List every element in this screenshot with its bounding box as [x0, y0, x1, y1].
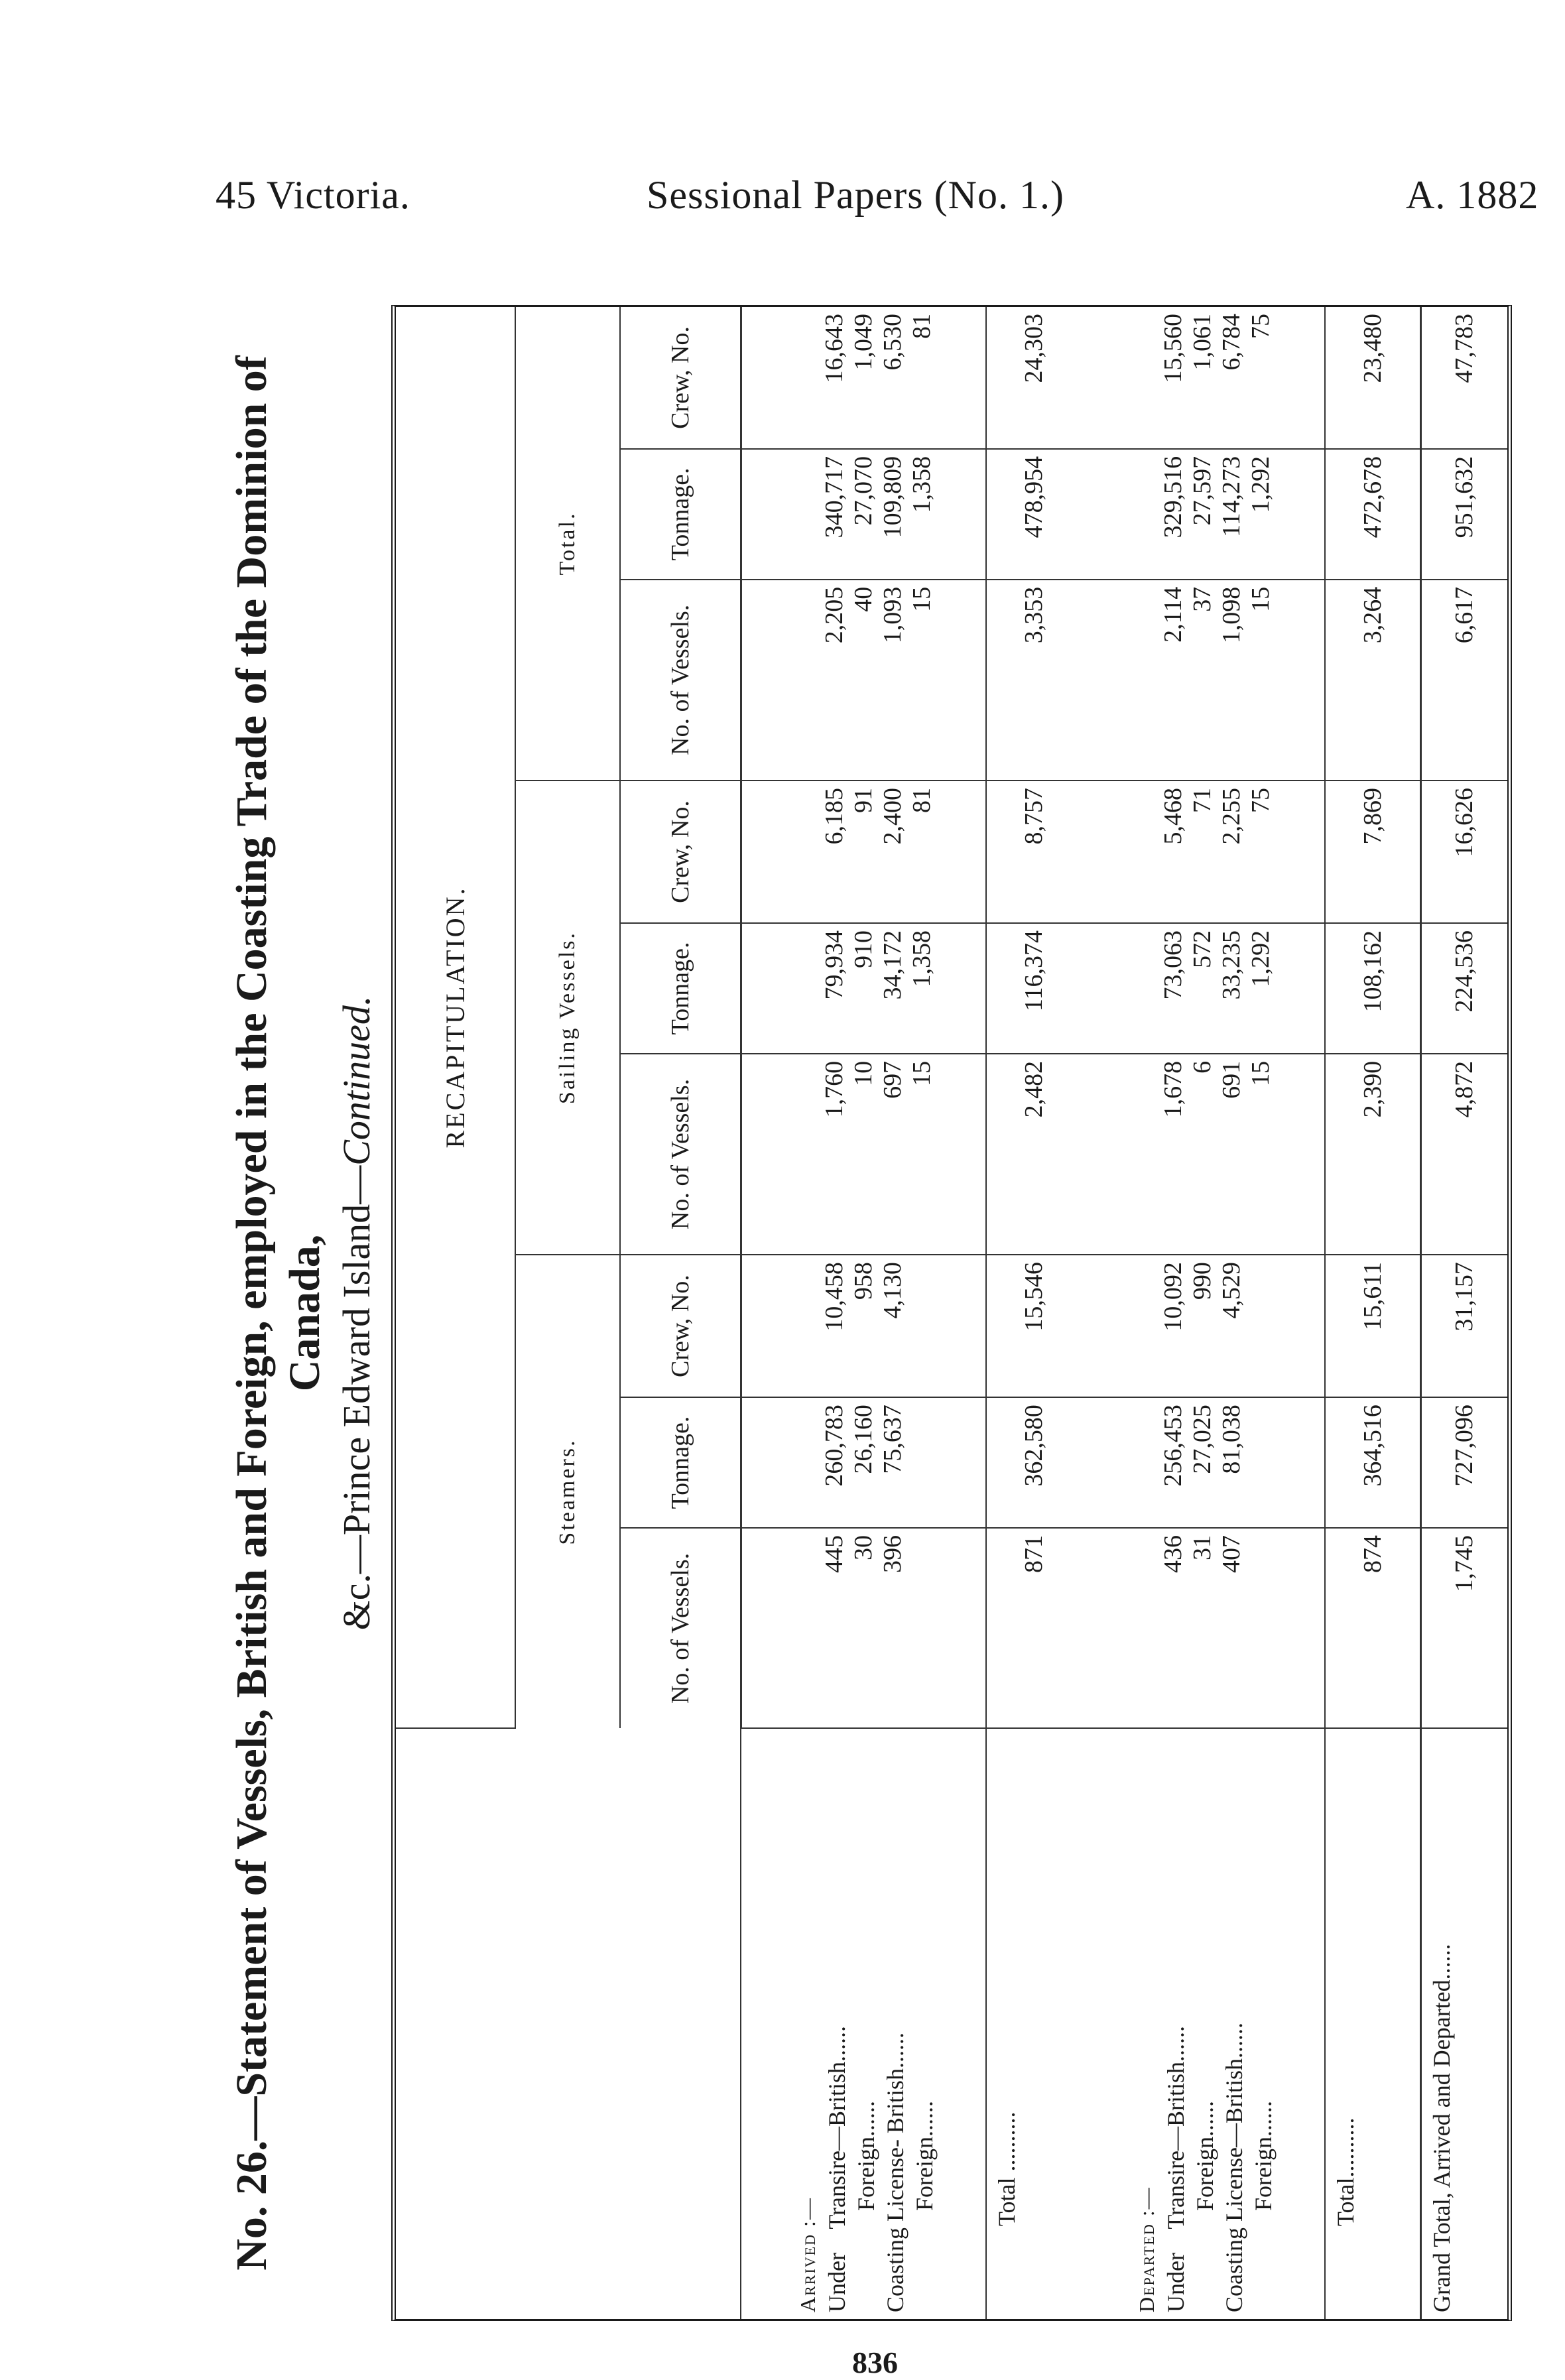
grand-total-label: Grand Total, Arrived and Departed...... — [1420, 1728, 1507, 2319]
col-total-crew: Crew, No. — [620, 307, 741, 449]
departed-total-cell: 2,390 — [1325, 1054, 1420, 1255]
departed-total-label: Total.......... — [1325, 1728, 1420, 2319]
departed-total-cell: 23,480 — [1325, 307, 1420, 449]
grand-total-row — [1420, 307, 1507, 2319]
running-head-right: A. 1882 — [1406, 173, 1539, 217]
arrived-total-cell: 24,303 — [986, 307, 1080, 449]
departed-total-tonnage: 329,516 27,597 114,273 1,292 — [1080, 449, 1325, 580]
col-total-vessels: No. of Vessels. — [620, 580, 741, 781]
arrived-total-cell: 2,482 — [986, 1054, 1080, 1255]
grand-total-cell: 224,536 — [1420, 923, 1507, 1054]
grand-total-cell: 951,632 — [1420, 449, 1507, 580]
grand-total-cell: 6,617 — [1420, 580, 1507, 781]
departed-total-cell: 472,678 — [1325, 449, 1420, 580]
recapitulation-table-frame — [391, 305, 1512, 2321]
arrived-total-cell: 8,757 — [986, 781, 1080, 923]
arrived-sailing-crew: 6,185 91 2,400 81 — [741, 781, 986, 923]
grand-total-cell: 727,096 — [1420, 1397, 1507, 1528]
group-total: Total. — [515, 307, 620, 781]
arrived-label: Foreign...... — [911, 2101, 938, 2312]
arrived-total-cell: 362,580 — [986, 1397, 1080, 1528]
running-head-center: Sessional Papers (No. 1.) — [647, 173, 1064, 217]
recapitulation-table — [396, 307, 1507, 2319]
arrived-total-label: Total .......... — [986, 1728, 1080, 2319]
grand-total-cell: 31,157 — [1420, 1255, 1507, 1397]
grand-total-cell: 1,745 — [1420, 1528, 1507, 1728]
rotated-statement — [225, 279, 1525, 2348]
departed-total-cell: 364,516 — [1325, 1397, 1420, 1528]
title-line-2 — [332, 279, 382, 2348]
col-sailing-vessels: No. of Vessels. — [620, 1054, 741, 1255]
departed-total-crew: 15,560 1,061 6,784 75 — [1080, 307, 1325, 449]
arrived-labels — [741, 1728, 986, 2319]
page-number: 836 — [852, 2346, 898, 2379]
col-sailing-tonnage: Tonnage. — [620, 923, 741, 1054]
departed-label: Foreign...... — [1192, 2101, 1219, 2312]
departed-total-row — [1325, 307, 1420, 2319]
recap-header: RECAPITULATION. — [396, 307, 515, 1728]
arrived-sailing-tonnage: 79,934 910 34,172 1,358 — [741, 923, 986, 1054]
arrived-label: Coasting License- British...... — [882, 2033, 909, 2312]
departed-total-vessels: 2,114 37 1,098 15 — [1080, 580, 1325, 781]
departed-total-cell: 108,162 — [1325, 923, 1420, 1054]
departed-label: Foreign...... — [1250, 2101, 1277, 2312]
col-steamers-tonnage: Tonnage. — [620, 1397, 741, 1528]
arrived-steamers-crew: 10,458 958 4,130 — [741, 1255, 986, 1397]
departed-sailing-tonnage: 73,063 572 33,235 1,292 — [1080, 923, 1325, 1054]
departed-steamers-crew: 10,092 990 4,529 — [1080, 1255, 1325, 1397]
arrived-total-cell: 116,374 — [986, 923, 1080, 1054]
col-steamers-vessels: No. of Vessels. — [620, 1528, 741, 1728]
departed-total-cell: 3,264 — [1325, 580, 1420, 781]
recap-header-row — [396, 307, 515, 2319]
grand-total-cell: 47,783 — [1420, 307, 1507, 449]
departed-label: Under Transire—British...... — [1162, 2026, 1190, 2312]
grand-total-cell: 16,626 — [1420, 781, 1507, 923]
departed-sailing-crew: 5,468 71 2,255 75 — [1080, 781, 1325, 923]
arrived-label: Under Transire—British...... — [824, 2026, 851, 2312]
grand-total-cell: 4,872 — [1420, 1054, 1507, 1255]
departed-steamers-vessels: 436 31 407 — [1080, 1528, 1325, 1728]
running-head-left: 45 Victoria. — [216, 173, 410, 217]
group-sailing-vessels: Sailing Vessels. — [515, 781, 620, 1255]
arrived-total-row — [986, 307, 1080, 2319]
departed-label: Coasting License—British...... — [1221, 2023, 1248, 2312]
departed-total-cell: 874 — [1325, 1528, 1420, 1728]
arrived-steamers-vessels: 445 30 396 — [741, 1528, 986, 1728]
departed-steamers-tonnage: 256,453 27,025 81,038 — [1080, 1397, 1325, 1528]
departed-total-cell: 15,611 — [1325, 1255, 1420, 1397]
arrived-sailing-vessels: 1,760 10 697 15 — [741, 1054, 986, 1255]
arrived-total-cell: 871 — [986, 1528, 1080, 1728]
departed-heading: Departed :— — [1135, 2186, 1159, 2312]
arrived-label: Foreign...... — [853, 2101, 880, 2312]
arrived-heading: Arrived :— — [796, 2197, 820, 2312]
arrived-total-vessels: 2,205 40 1,093 15 — [741, 580, 986, 781]
group-steamers: Steamers. — [515, 1255, 620, 1728]
title-line-2-prefix: &c.—Prince Edward Island— — [335, 1165, 378, 1631]
arrived-total-tonnage: 340,717 27,070 109,809 1,358 — [741, 449, 986, 580]
arrived-row — [741, 307, 986, 2319]
arrived-total-cell: 3,353 — [986, 580, 1080, 781]
row-label-header — [396, 1728, 741, 2319]
col-sailing-crew: Crew, No. — [620, 781, 741, 923]
arrived-total-crew: 16,643 1,049 6,530 81 — [741, 307, 986, 449]
title-continued: Continued. — [335, 995, 378, 1166]
departed-row — [1080, 307, 1325, 2319]
col-total-tonnage: Tonnage. — [620, 449, 741, 580]
departed-total-cell: 7,869 — [1325, 781, 1420, 923]
arrived-steamers-tonnage: 260,783 26,160 75,637 — [741, 1397, 986, 1528]
departed-labels — [1080, 1728, 1325, 2319]
arrived-total-cell: 15,546 — [986, 1255, 1080, 1397]
statement-title — [225, 279, 378, 2348]
arrived-total-cell: 478,954 — [986, 449, 1080, 580]
title-line-1: No. 26.—Statement of Vessels, British and Foreign, employed in the Coasting Trade of the Dominion of Canada, — [227, 355, 329, 2271]
col-steamers-crew: Crew, No. — [620, 1255, 741, 1397]
departed-sailing-vessels: 1,678 6 691 15 — [1080, 1054, 1325, 1255]
